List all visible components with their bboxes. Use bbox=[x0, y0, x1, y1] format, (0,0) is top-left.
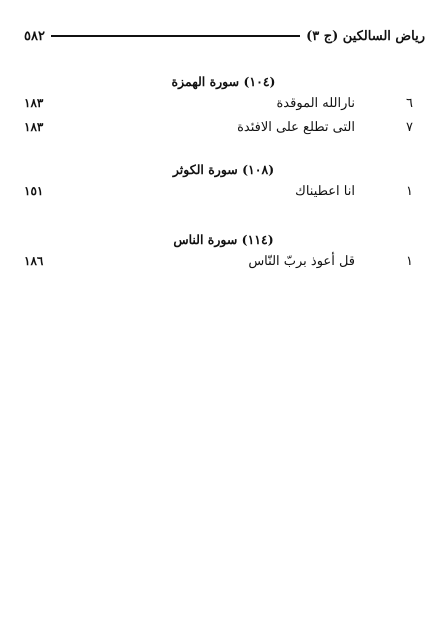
section-title: (١٠٨) سورة الكوثر bbox=[172, 162, 275, 177]
running-title: رياض السالكين (ج ٣) bbox=[306, 28, 425, 44]
verse-text: قل أعوذ بربّ النّاس bbox=[248, 254, 355, 269]
page-header bbox=[24, 26, 425, 46]
verse-text: نارالله الموقدة bbox=[276, 96, 355, 111]
index-entry bbox=[24, 96, 413, 114]
page-reference: ١٥١ bbox=[24, 184, 44, 198]
section-title: (١٠٤) سورة الهمزة bbox=[171, 74, 276, 89]
verse-number: ٧ bbox=[406, 120, 413, 135]
page-number: ٥٨٢ bbox=[24, 28, 45, 44]
page-reference: ١٨٣ bbox=[24, 96, 44, 110]
page-reference: ١٨٣ bbox=[24, 120, 44, 134]
page-reference: ١٨٦ bbox=[24, 254, 44, 268]
index-entry bbox=[24, 120, 413, 138]
verse-number: ١ bbox=[406, 184, 413, 199]
verse-text: التى تطلع على الافئدة bbox=[237, 120, 355, 135]
verse-number: ٦ bbox=[406, 96, 413, 111]
verse-text: انا اعطيناك bbox=[295, 184, 355, 199]
verse-number: ١ bbox=[406, 254, 413, 269]
index-entry bbox=[24, 184, 413, 202]
section-title: (١١٤) سورة الناس bbox=[173, 232, 274, 247]
header-rule bbox=[51, 35, 300, 37]
index-entry bbox=[24, 254, 413, 272]
